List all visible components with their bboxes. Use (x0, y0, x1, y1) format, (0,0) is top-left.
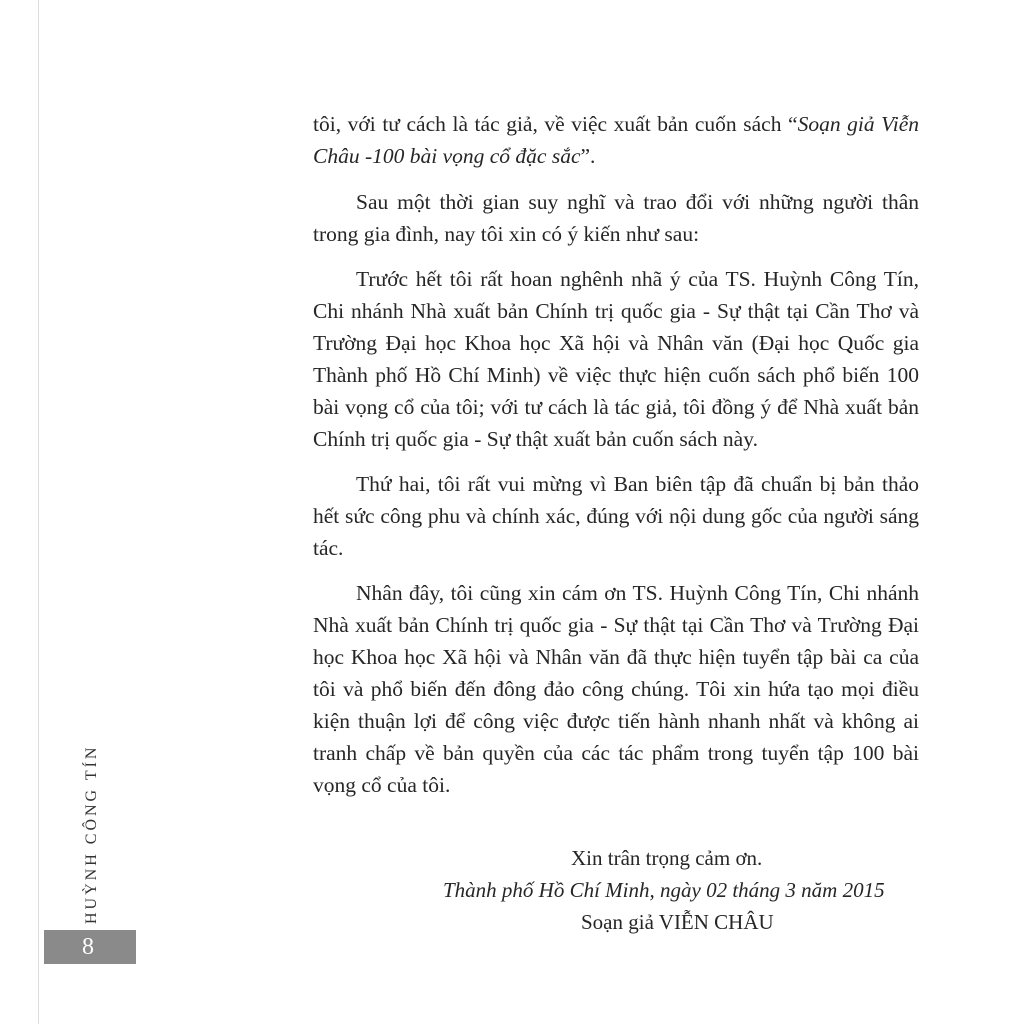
paragraph-3: Trước hết tôi rất hoan nghênh nhã ý của TS. Huỳnh Công Tín, Chi nhánh Nhà xuất bản Chính trị quốc gia - Sự thật tại Cần Thơ và Trường Đại học Khoa học Xã hội và Nhân văn (Đại học Quốc gia Thành phố Hồ Chí Minh) về việc thực hiện cuốn sách phổ biến 100 bài vọng cổ của tôi; với tư cách là tác giả, tôi đồng ý để Nhà xuất bản Chính trị quốc gia - Sự thật xuất bản cuốn sách này. (313, 267, 919, 451)
paragraph-2: Sau một thời gian suy nghĩ và trao đổi với những người thân trong gia đình, nay tôi xin có ý kiến như sau: (313, 190, 919, 246)
signature: Soạn giả VIỄN CHÂU (581, 910, 774, 934)
book-title: Soạn giả Viễn Châu -100 bài vọng cổ đặc sắc (313, 112, 919, 168)
page-number: 8 (82, 934, 94, 960)
place-and-date: Thành phố Hồ Chí Minh, ngày 02 tháng 3 năm 2015 (443, 878, 885, 902)
paragraph-5: Nhân đây, tôi cũng xin cám ơn TS. Huỳnh Công Tín, Chi nhánh Nhà xuất bản Chính trị quốc gia - Sự thật tại Cần Thơ và Trường Đại học Khoa học Xã hội và Nhân văn đã thực hiện tuyển tập bài ca của tôi và phổ biến đến đông đảo công chúng. Tôi xin hứa tạo mọi điều kiện thuận lợi để công việc được tiến hành nhanh nhất và không ai tranh chấp về bản quyền của các tác phẩm trong tuyển tập 100 bài vọng cổ của tôi. (313, 581, 919, 797)
letter-body (313, 108, 919, 814)
page-number-box (44, 930, 136, 964)
closing-thanks: Xin trân trọng cảm ơn. (571, 846, 763, 870)
sign-off (313, 842, 919, 938)
paragraph-4: Thứ hai, tôi rất vui mừng vì Ban biên tập đã chuẩn bị bản thảo hết sức công phu và chính xác, đúng với nội dung gốc của người sáng tác. (313, 472, 919, 560)
paragraph-1-text: tôi, với tư cách là tác giả, về việc xuất bản cuốn sách “ (313, 112, 798, 136)
paragraph-1 (313, 108, 919, 172)
paragraph-1-end: ”. (580, 144, 596, 168)
running-head: HUỲNH CÔNG TÍN (83, 744, 100, 924)
page-edge (38, 0, 39, 1024)
